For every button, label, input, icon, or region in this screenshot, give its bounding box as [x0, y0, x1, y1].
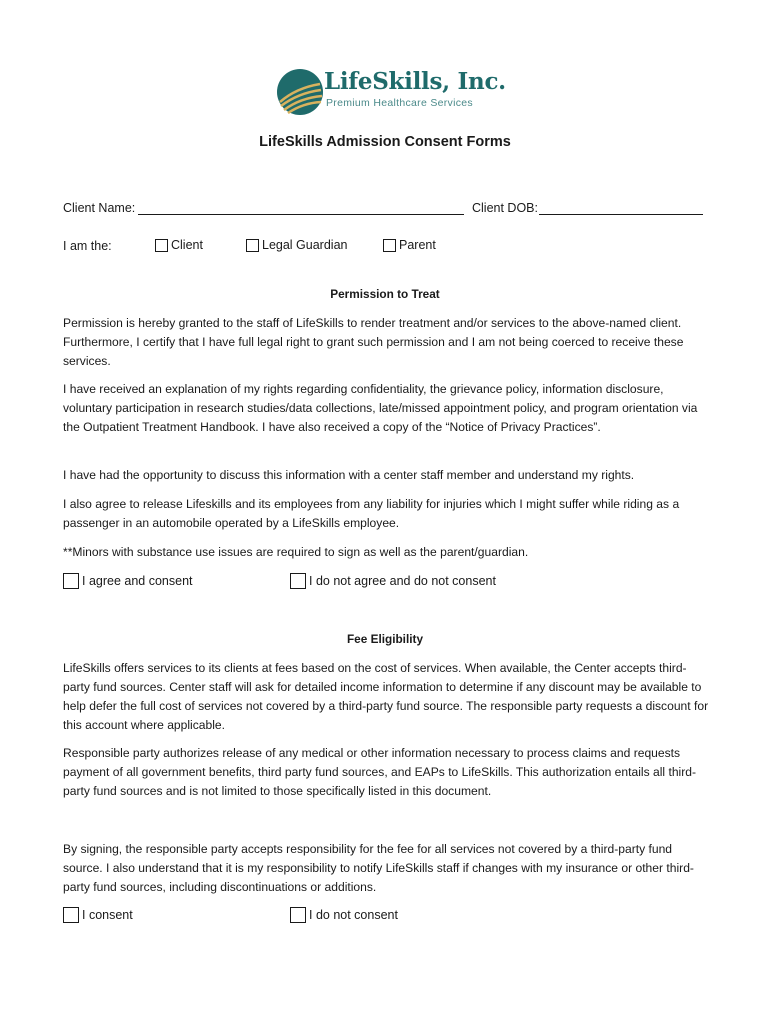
client-name-field[interactable]	[138, 214, 464, 215]
client-option-label: Client	[171, 238, 203, 252]
agree-consent-label: I agree and consent	[82, 574, 193, 588]
fee-consent-label: I consent	[82, 908, 133, 922]
disagree-consent-checkbox[interactable]	[290, 573, 306, 589]
agree-consent-checkbox[interactable]	[63, 573, 79, 589]
relationship-label: I am the:	[63, 239, 112, 253]
client-name-label: Client Name:	[63, 201, 136, 215]
fee-paragraph: LifeSkills offers services to its clients at fees based on the cost of services. When available, the Center accepts third-party fund sources. Center staff will ask for detailed income information to determine if any discount may be available to help defer the full cost of services not covered by a third-party fund source. The responsible party requests a discount for this account where applicable.	[63, 661, 709, 732]
permission-heading: Permission to Treat	[330, 287, 440, 301]
legal-guardian-option[interactable]	[246, 238, 347, 252]
parent-checkbox[interactable]	[383, 239, 396, 252]
client-option[interactable]	[155, 238, 203, 252]
fee-paragraph: Responsible party authorizes release of any medical or other information necessary to process claims and requests payment of all government benefits, third party fund sources, and EAPs to LifeSkills. This authorization entails all third-party fund sources and is not limited to those specifically listed in this document.	[63, 746, 697, 798]
parent-option[interactable]	[383, 238, 436, 252]
disagree-consent-label: I do not agree and do not consent	[309, 574, 496, 588]
client-checkbox[interactable]	[155, 239, 168, 252]
agree-consent-option[interactable]	[63, 573, 193, 589]
logo-tagline: Premium Healthcare Services	[326, 97, 473, 109]
logo-title: LifeSkills, Inc.	[324, 68, 506, 95]
parent-option-label: Parent	[399, 238, 436, 252]
page-title: LifeSkills Admission Consent Forms	[259, 134, 511, 150]
fee-consent-option[interactable]	[63, 907, 133, 923]
fee-consent-checkbox[interactable]	[63, 907, 79, 923]
client-dob-label: Client DOB:	[472, 201, 538, 215]
fee-paragraph: By signing, the responsible party accepts responsibility for the fee for all services not covered by a third-party fund source. I also understand that it is my responsibility to notify LifeSkills staff if changes with my insurance or other third-party fund sources, including discontinuations or additions.	[63, 842, 694, 894]
permission-paragraph: Permission is hereby granted to the staff of LifeSkills to render treatment and/or services to the above-named client. Furthermore, I certify that I have full legal right to grant such permission and I am not being coerced to receive these services.	[63, 316, 684, 368]
permission-paragraph: I have had the opportunity to discuss this information with a center staff member and understand my rights.	[63, 468, 635, 482]
fee-no-consent-checkbox[interactable]	[290, 907, 306, 923]
fee-heading: Fee Eligibility	[346, 632, 424, 646]
fee-no-consent-option[interactable]	[290, 907, 398, 923]
legal-guardian-checkbox[interactable]	[246, 239, 259, 252]
client-dob-field[interactable]	[539, 214, 703, 215]
company-logo	[276, 68, 506, 118]
permission-paragraph: **Minors with substance use issues are required to sign as well as the parent/guardian.	[63, 545, 529, 559]
logo-emblem-icon	[276, 68, 324, 116]
legal-guardian-option-label: Legal Guardian	[262, 238, 348, 252]
permission-paragraph: I have received an explanation of my rights regarding confidentiality, the grievance policy, information disclosure, voluntary participation in research studies/data collections, late/missed appointment policy, and program orientation via the Outpatient Treatment Handbook. I have also received a copy of the “Notice of Privacy Practices”.	[63, 382, 698, 434]
permission-paragraph: I also agree to release Lifeskills and its employees from any liability for injuries which I might suffer while riding as a passenger in an automobile operated by a LifeSkills employee.	[63, 497, 680, 530]
disagree-consent-option[interactable]	[290, 573, 496, 589]
fee-no-consent-label: I do not consent	[309, 908, 398, 922]
